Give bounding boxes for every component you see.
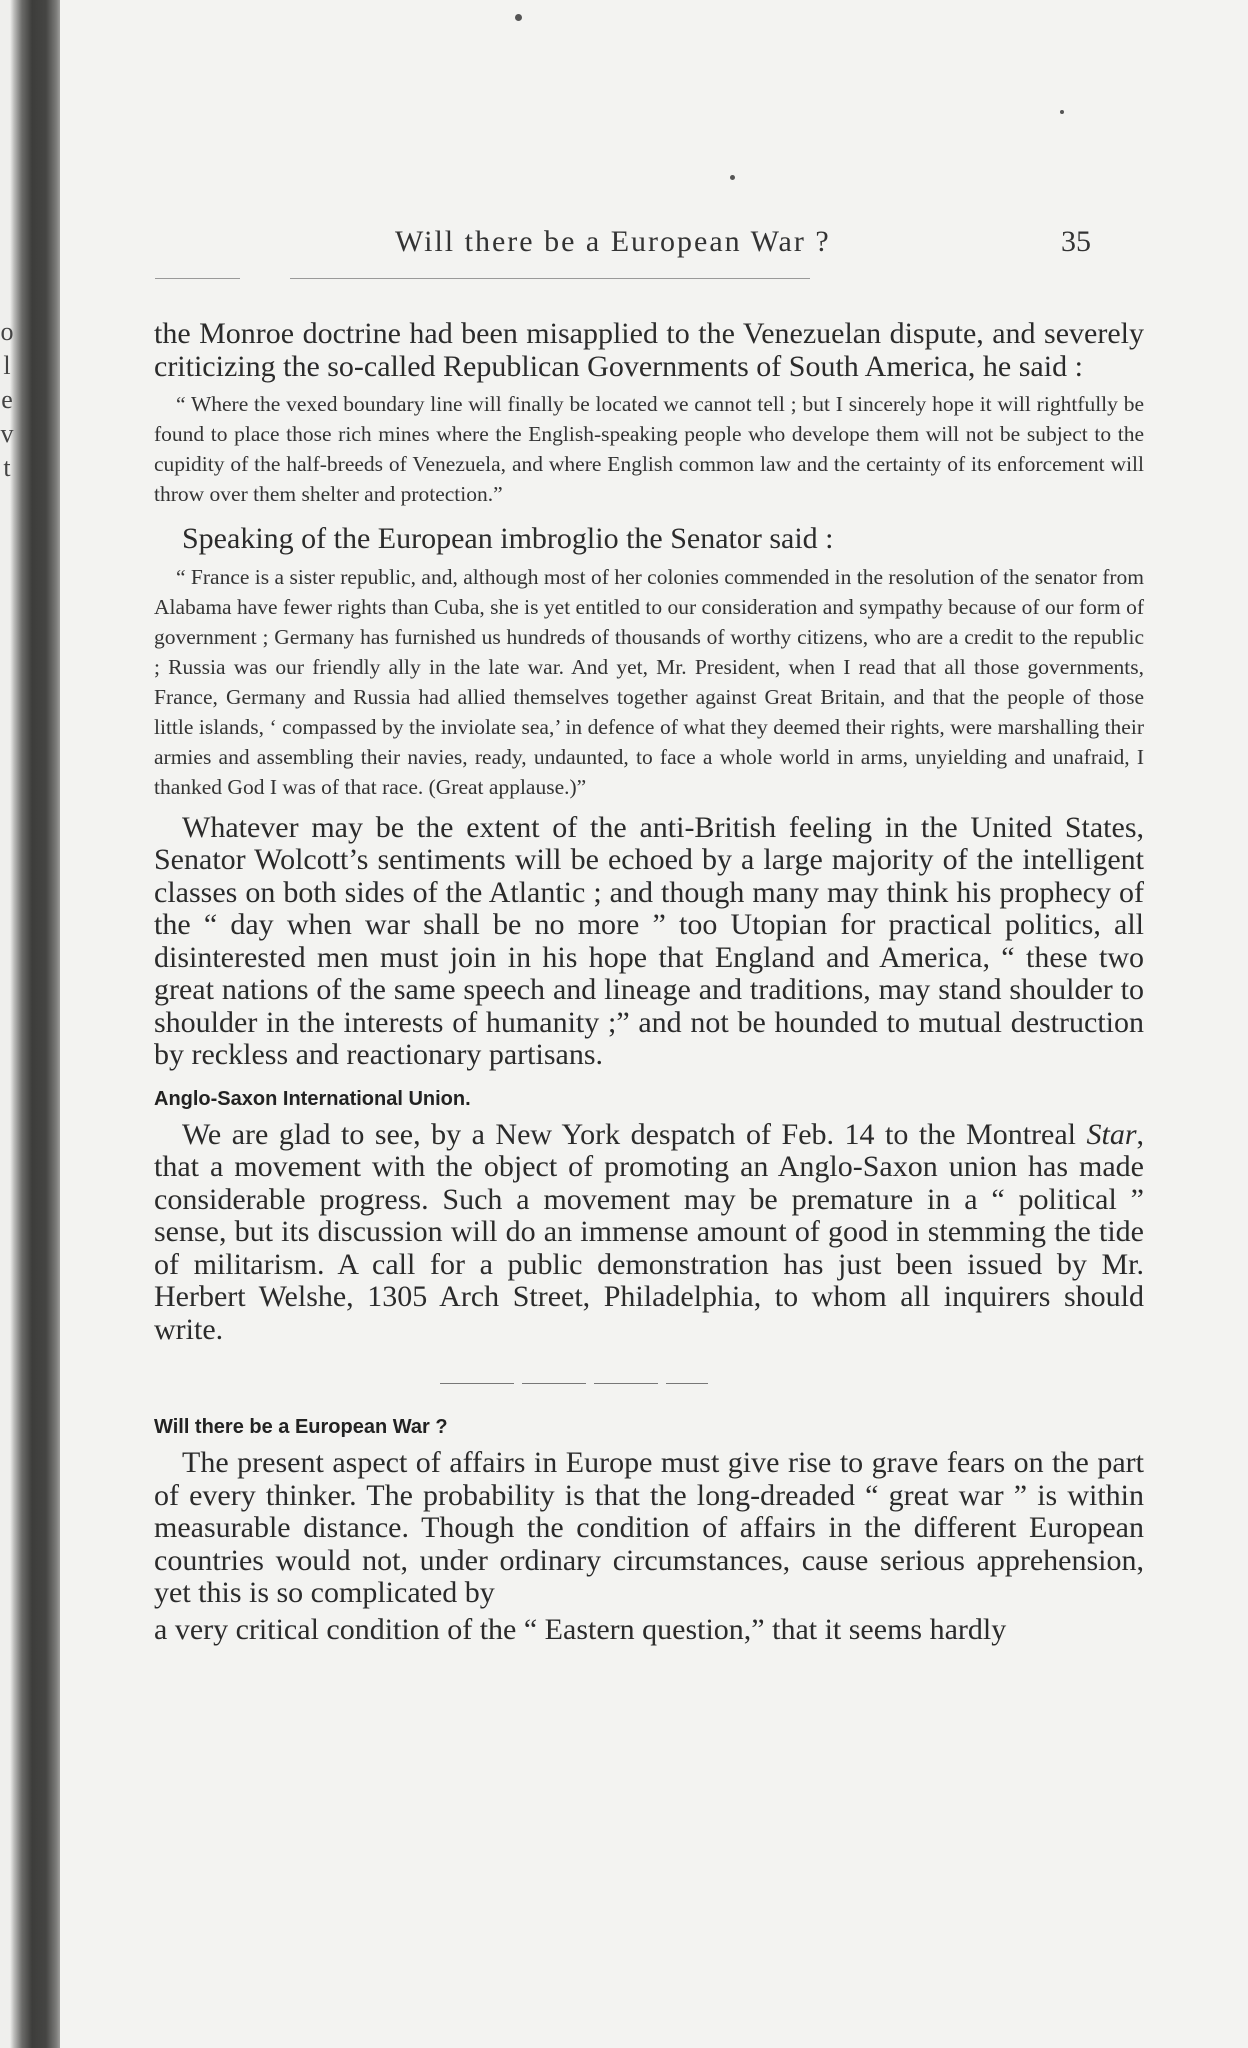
section-heading-anglo-saxon-union: Anglo-Saxon International Union. [154,1087,471,1110]
quote-france-germany-russia: “ France is a sister republic, and, although most of her colonies commended in the resolution of the senator from Alabama have fewer rights than Cuba, she is yet entitled to our consideration and sympathy because of our form of government ; Germany has furnished us hundreds of thousands of worthy citizens, who are a credit to the republic ; Russia was our friendly ally in the late war. And yet, Mr. President, when I read that all those governments, France, Germany and Russia had allied themselves together against Great Britain, and that the people of those little islands, ‘ compassed by the inviolate sea,’ in defence of what they deemed their rights, were marshalling their armies and assembling their navies, ready, undaunted, to face a whole world in arms, unyielding and unafraid, I thanked God I was of that race. (Great applause.)” [154,564,1144,799]
section-separator [154,1376,1144,1390]
separator-dash [594,1383,658,1384]
fragment-char: l [3,351,11,380]
paragraph-monroe-doctrine: the Monroe doctrine had been misapplied to the Venezuelan dispute, and severely criticizing the so-called Republican Governments of South America, he said : [154,317,1144,383]
section-heading-european-war: Will there be a European War ? [154,1416,448,1438]
paragraph-anglo-saxon-union [154,1119,1144,1347]
separator-dash [440,1383,514,1384]
paragraph-european-imbroglio: Speaking of the European imbroglio the Senator said : [182,522,834,555]
running-head: Will there be a European War ? [395,225,831,258]
print-speck [515,14,522,21]
text-run: , that a movement with the object of promoting an Anglo-Saxon union has made considerable progress. Such a movement may be premature in a “ political ” sense, but its discussion will do an immense amount of good in stemming the tide of militarism. A call for a public demonstration has just been issued by Mr. Herbert Welshe, 1305 Arch Street, Philadelphia, to whom all inquirers should write. [154,1117,1144,1346]
page-body [154,310,1144,1646]
newspaper-title: Star [1086,1117,1137,1151]
quote-venezuela: “ Where the vexed boundary line will finally be located we cannot tell ; but I sincerely hope it will rightfully be found to place those rich mines where the English-speaking people who develope them will not be subject to the cupidity of the half-breeds of Venezuela, and where English common law and the certainty of its enforcement will throw over them shelter and protection.” [154,392,1144,506]
fragment-char: o [0,317,14,346]
fragment-char: e [1,385,13,414]
print-speck [1060,110,1064,114]
header-rule [155,278,240,279]
paragraph-anti-british-feeling: Whatever may be the extent of the anti-British feeling in the United States, Senator Wolcott’s sentiments will be echoed by a large majority of the intelligent classes on both sides of the Atlantic ; and though many may think his prophecy of the “ day when war shall be no more ” too Utopian for practical politics, all disinterested men must join in his hope that England and America, “ these two great nations of the same speech and lineage and traditions, may stand shoulder to shoulder in the interests of humanity ;” and not be hounded to mutual destruction by reckless and reactionary partisans. [154,810,1144,1071]
book-page [60,0,1248,2048]
header-rule [290,278,810,279]
text-run: We are glad to see, by a New York despatch of Feb. 14 to the Montreal [182,1117,1087,1151]
book-spine-gutter [0,0,60,2048]
previous-page-fragment [0,315,14,485]
print-speck [730,175,735,180]
paragraph-european-war-last-line: a very critical condition of the “ Eastern question,” that it seems hardly [154,1612,1007,1646]
fragment-char: v [0,419,14,448]
separator-dash [666,1383,708,1384]
page-number: 35 [1061,225,1091,258]
separator-dash [522,1383,586,1384]
fragment-char: t [3,453,11,482]
paragraph-european-war: The present aspect of affairs in Europe must give rise to grave fears on the part of every thinker. The probability is that the long-dreaded “ great war ” is within measurable distance. Though the condition of affairs in the different European countries would not, under ordinary circumstances, cause serious apprehension, yet this is so complicated by [154,1446,1144,1609]
